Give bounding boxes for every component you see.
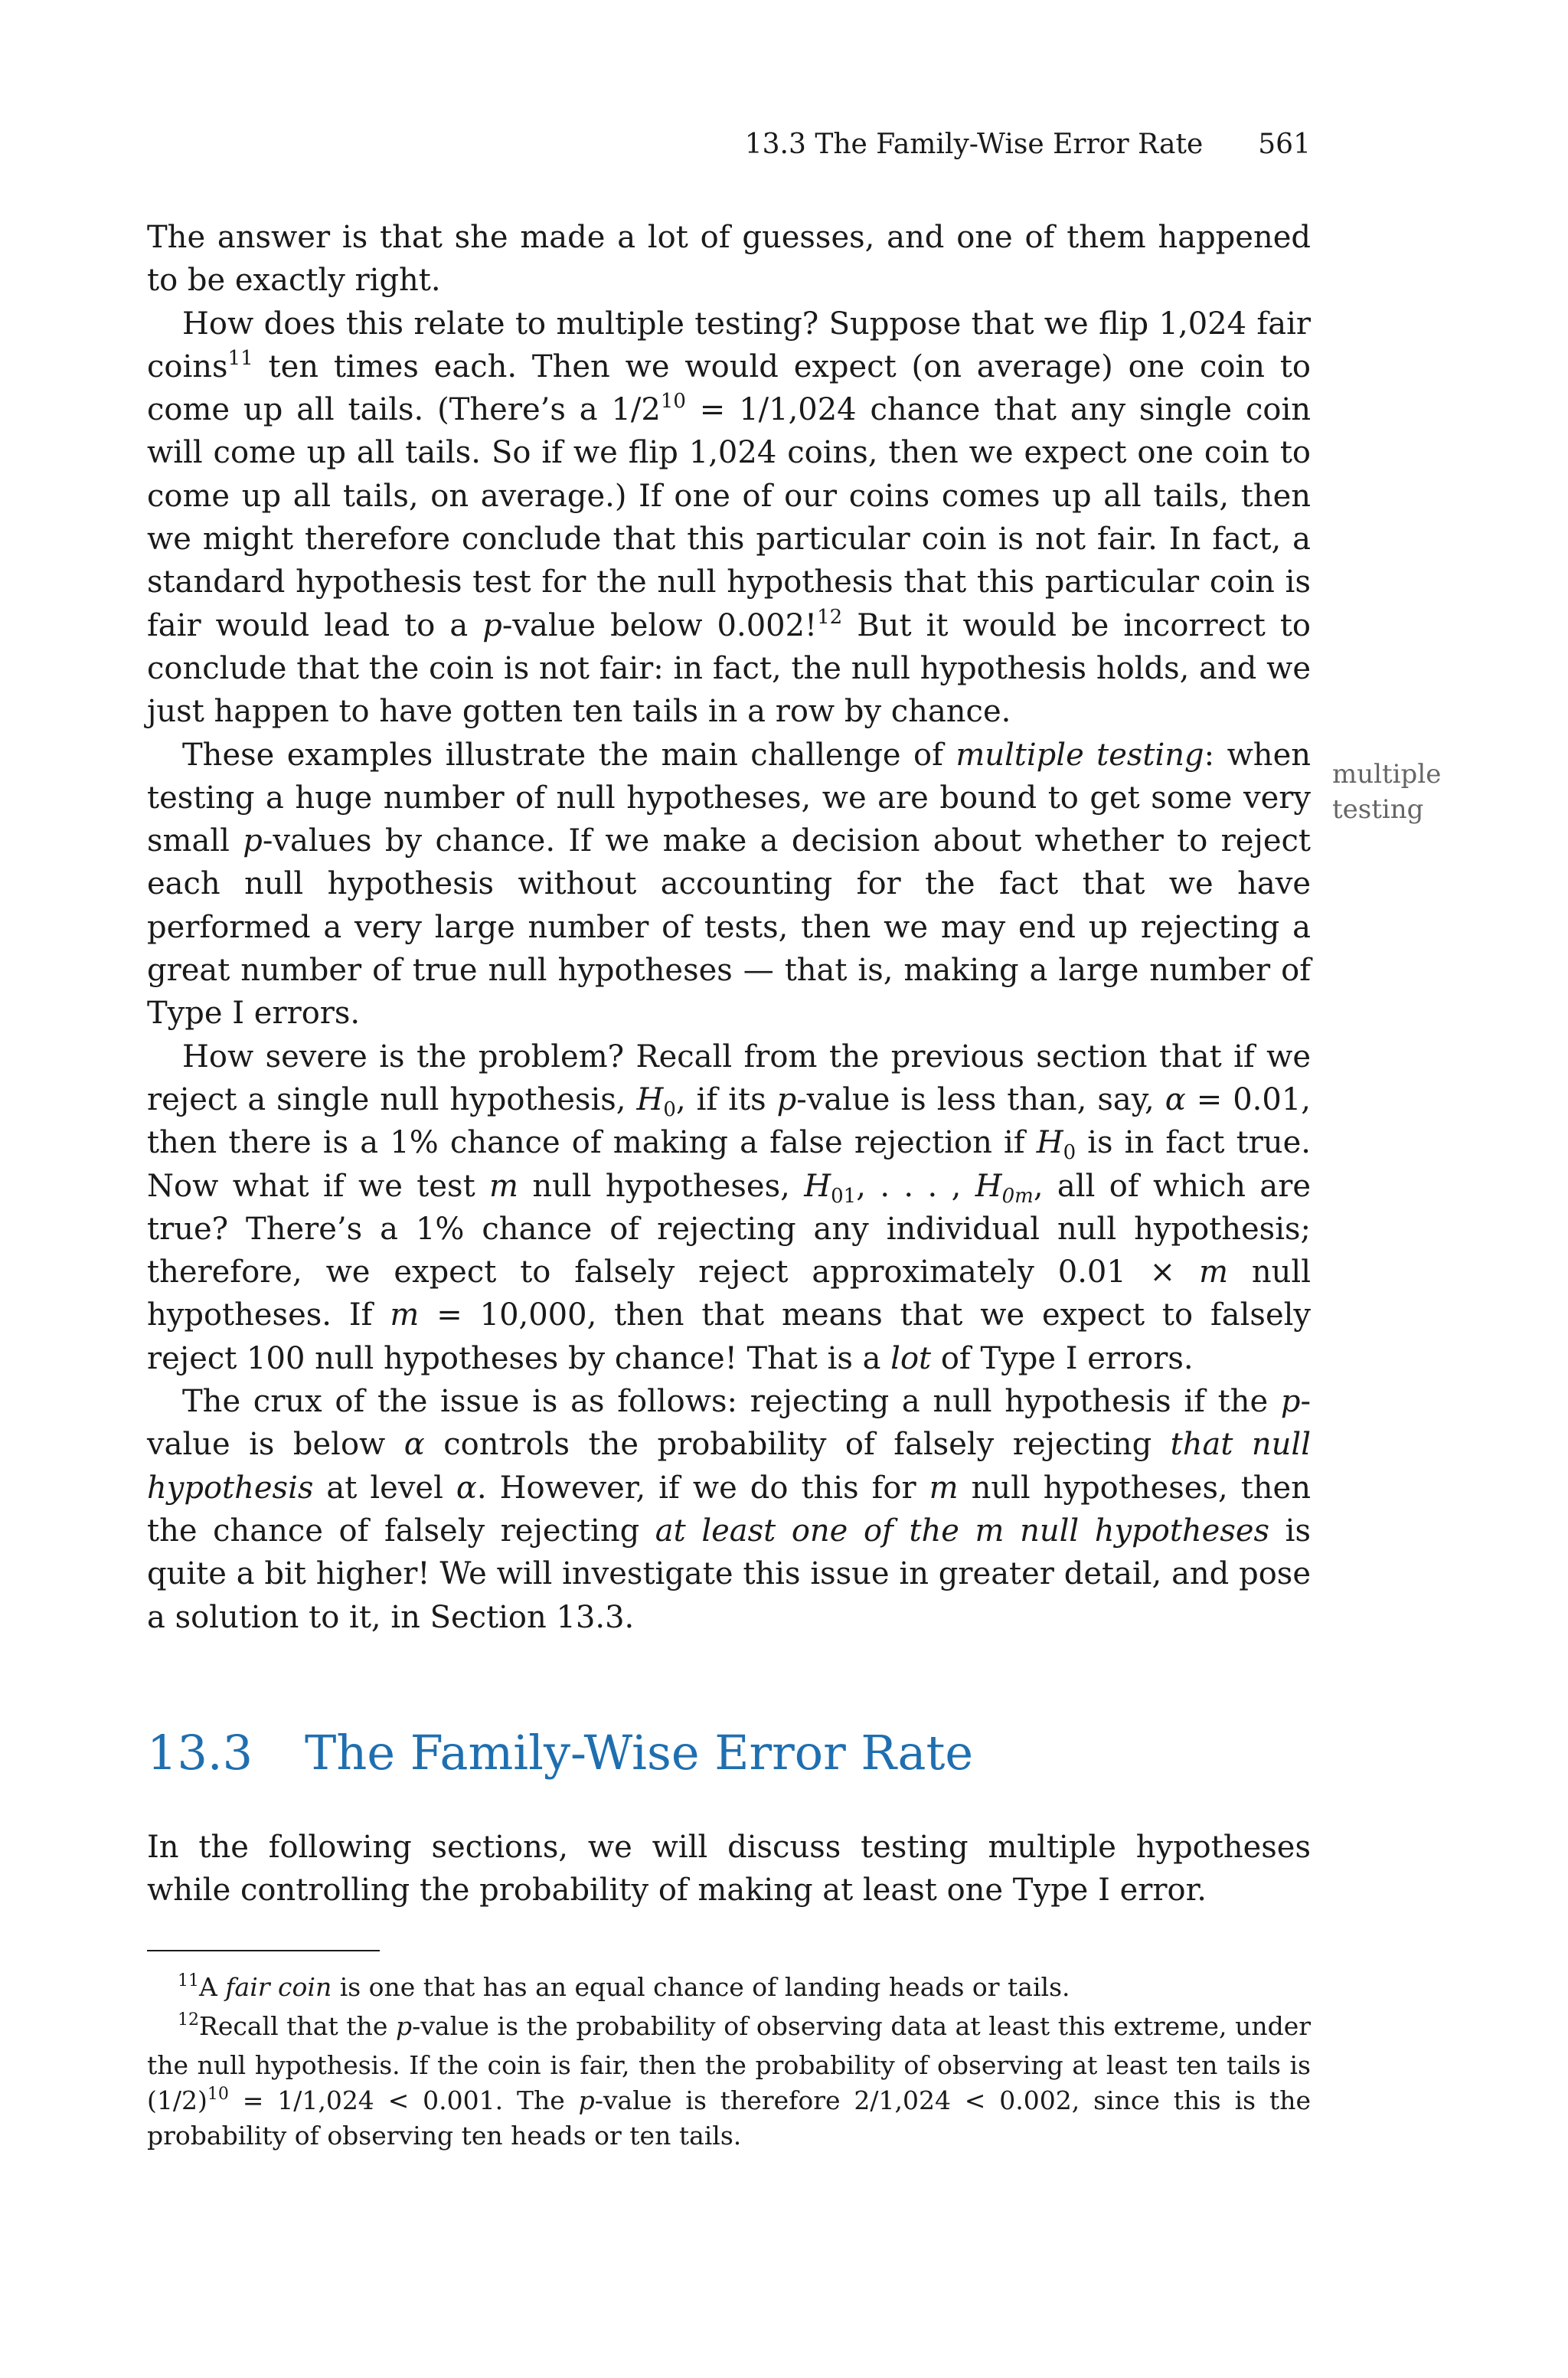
para5-text-e: . However, if we do this for	[476, 1470, 929, 1506]
header-section-title: 13.3 The Family-Wise Error Rate	[744, 129, 1204, 160]
para4-text-f: null hypotheses,	[518, 1168, 805, 1204]
margin-note-line-2: testing	[1332, 794, 1424, 825]
emphasis-at-least-one: at least one of the m null hypotheses	[655, 1513, 1270, 1549]
term-multiple-testing: multiple testing	[956, 737, 1204, 773]
para4-text-h: , all of which are true? There’s a 1% chance of rejecting any individual null hypothesis; therefore, we expect to falsely reject approximately 0.01 ×	[147, 1168, 1312, 1290]
para3-text-b: : when testing a huge number of null hypotheses, we are bound to get some very small	[147, 737, 1311, 859]
math-p: p	[396, 2011, 413, 2041]
main-text	[147, 216, 1311, 1639]
math-H: H	[636, 1081, 664, 1117]
para5-text-d: at level	[313, 1470, 456, 1506]
para2-text-e: But it would be incorrect to conclude that the coin is not fair: in fact, the null hypothesis holds, and we just happen to have gotten ten tails in a row by chance.	[147, 607, 1312, 730]
margin-note-line-1: multiple	[1332, 759, 1442, 790]
para5-text-b: -value is below	[147, 1384, 1311, 1463]
para4-text-a: How severe is the problem? Recall from the previous section that if we reject a single null hypothesis,	[147, 1039, 1311, 1117]
para4-text-g: , . . . ,	[856, 1168, 975, 1204]
paragraph-4	[147, 1035, 1311, 1380]
exponent-10: 10	[660, 390, 686, 414]
para2-text-b: ten times each. Then we would expect (on average) one coin to come up all tails. (There’s a 1/2	[147, 348, 1311, 428]
para4-text-k: of Type I errors.	[931, 1340, 1194, 1376]
math-p: p	[482, 607, 502, 643]
paragraph-5	[147, 1380, 1311, 1639]
para4-text-e: is in fact true. Now what if we test	[147, 1125, 1311, 1204]
footnote-ref-12[interactable]: 12	[817, 605, 843, 629]
para5-text-g: is quite a bit higher! We will investigate this issue in greater detail, and pose a solution to it, in Section 13.3.	[147, 1513, 1311, 1635]
para2-text-c: = 1/1,024 chance that any single coin will come up all tails. So if we flip 1,024 coins, then we expect one coin to come up all tails, on average.) If one of our coins comes up all tails, then we might therefore conclude that this particular coin is not fair. In fact, a standard hypothesis test for the null hypothesis that this particular coin is fair would lead to a	[147, 392, 1311, 643]
para2-text-d: -value below 0.002!	[501, 607, 818, 643]
section-number: 13.3	[147, 1725, 253, 1781]
para4-text-d: = 0.01, then there is a 1% chance of making a false rejection if	[147, 1081, 1311, 1161]
math-subscript: 01	[831, 1184, 857, 1208]
para5-text-a: The crux of the issue is as follows: rejecting a null hypothesis if the	[182, 1384, 1281, 1420]
math-m: m	[489, 1168, 518, 1204]
section-heading	[147, 1725, 973, 1781]
math-subscript: 0	[1063, 1141, 1076, 1165]
para1-text: The answer is that she made a lot of guesses, and one of them happened to be exactly right.	[147, 220, 1311, 299]
fn12-text-a: Recall that the	[199, 2011, 396, 2041]
page-number: 561	[1258, 129, 1311, 160]
para4-text-j: = 10,000, then that means that we expect to falsely reject 100 null hypotheses by chance! That is a	[147, 1297, 1312, 1376]
fn11-text-a: A	[199, 1972, 226, 2002]
math-H: H	[975, 1168, 1002, 1204]
para3-text-a: These examples illustrate the main challenge of	[182, 737, 956, 773]
math-p: p	[243, 823, 263, 859]
exponent-10: 10	[207, 2085, 229, 2104]
math-H: H	[804, 1168, 831, 1204]
fn11-text-b: is one that has an equal chance of landing heads or tails.	[332, 1972, 1070, 2002]
footnotes	[147, 1970, 1311, 2154]
para4-text-b: , if its	[675, 1081, 777, 1117]
math-m: m	[1199, 1254, 1229, 1290]
margin-note	[1332, 757, 1441, 827]
section-title: The Family-Wise Error Rate	[305, 1725, 974, 1781]
para5-text-f: null hypotheses, then the chance of falsely rejecting	[147, 1470, 1311, 1549]
math-p: p	[776, 1081, 797, 1117]
fn12-text-d: -value is therefore 2/1,024 < 0.002, since this is the probability of observing ten heads or ten tails.	[147, 2085, 1311, 2151]
fn12-text-b: -value is the probability of observing data at least this extreme, under the null hypothesis. If the coin is fair, then the probability of observing at least ten tails is (1/2)	[147, 2011, 1311, 2115]
footnote-12	[147, 2009, 1311, 2154]
para5-text-c: controls the probability of falsely rejecting	[424, 1427, 1171, 1463]
math-p: p	[578, 2085, 595, 2115]
footnote-11-mark: 11	[178, 1971, 199, 1990]
paragraph-1	[147, 216, 1311, 303]
footnote-12-mark: 12	[178, 2010, 199, 2030]
math-subscript: 0	[663, 1097, 676, 1121]
math-alpha: α	[456, 1470, 477, 1506]
math-subscript: 0m	[1001, 1184, 1034, 1208]
para3-text-c: -values by chance. If we make a decision about whether to reject each null hypothesis without accounting for the fact that we have performed a very large number of tests, then we may end up rejecting a great number of true null hypotheses — that is, making a large number of Type I errors.	[147, 823, 1312, 1032]
para2-text-a: How does this relate to multiple testing? Suppose that we flip 1,024 fair coins	[147, 306, 1311, 384]
section-intro	[147, 1826, 1311, 1912]
footnote-11	[147, 1970, 1311, 2009]
math-p: p	[1280, 1384, 1301, 1420]
math-alpha: α	[1165, 1081, 1186, 1117]
paragraph-2	[147, 303, 1311, 734]
running-header	[147, 129, 1311, 160]
math-alpha: α	[403, 1427, 425, 1463]
paragraph-3	[147, 734, 1311, 1035]
section-intro-paragraph: In the following sections, we will discuss testing multiple hypotheses while controlling the probability of making at least one Type I error.	[147, 1830, 1311, 1909]
math-H: H	[1036, 1125, 1063, 1161]
para4-text-i: null hypotheses. If	[147, 1254, 1311, 1333]
footnote-ref-11[interactable]: 11	[227, 346, 253, 370]
footnote-rule	[147, 1950, 380, 1951]
fn12-text-c: = 1/1,024 < 0.001. The	[228, 2085, 579, 2115]
emphasis-that-null-hypothesis: that null hypothesis	[147, 1427, 1311, 1506]
emphasis-lot: lot	[890, 1340, 932, 1376]
para4-text-c: -value is less than, say,	[796, 1081, 1165, 1117]
math-m: m	[390, 1297, 420, 1333]
emphasis-fair-coin: fair coin	[225, 1972, 332, 2002]
math-m: m	[929, 1470, 959, 1506]
